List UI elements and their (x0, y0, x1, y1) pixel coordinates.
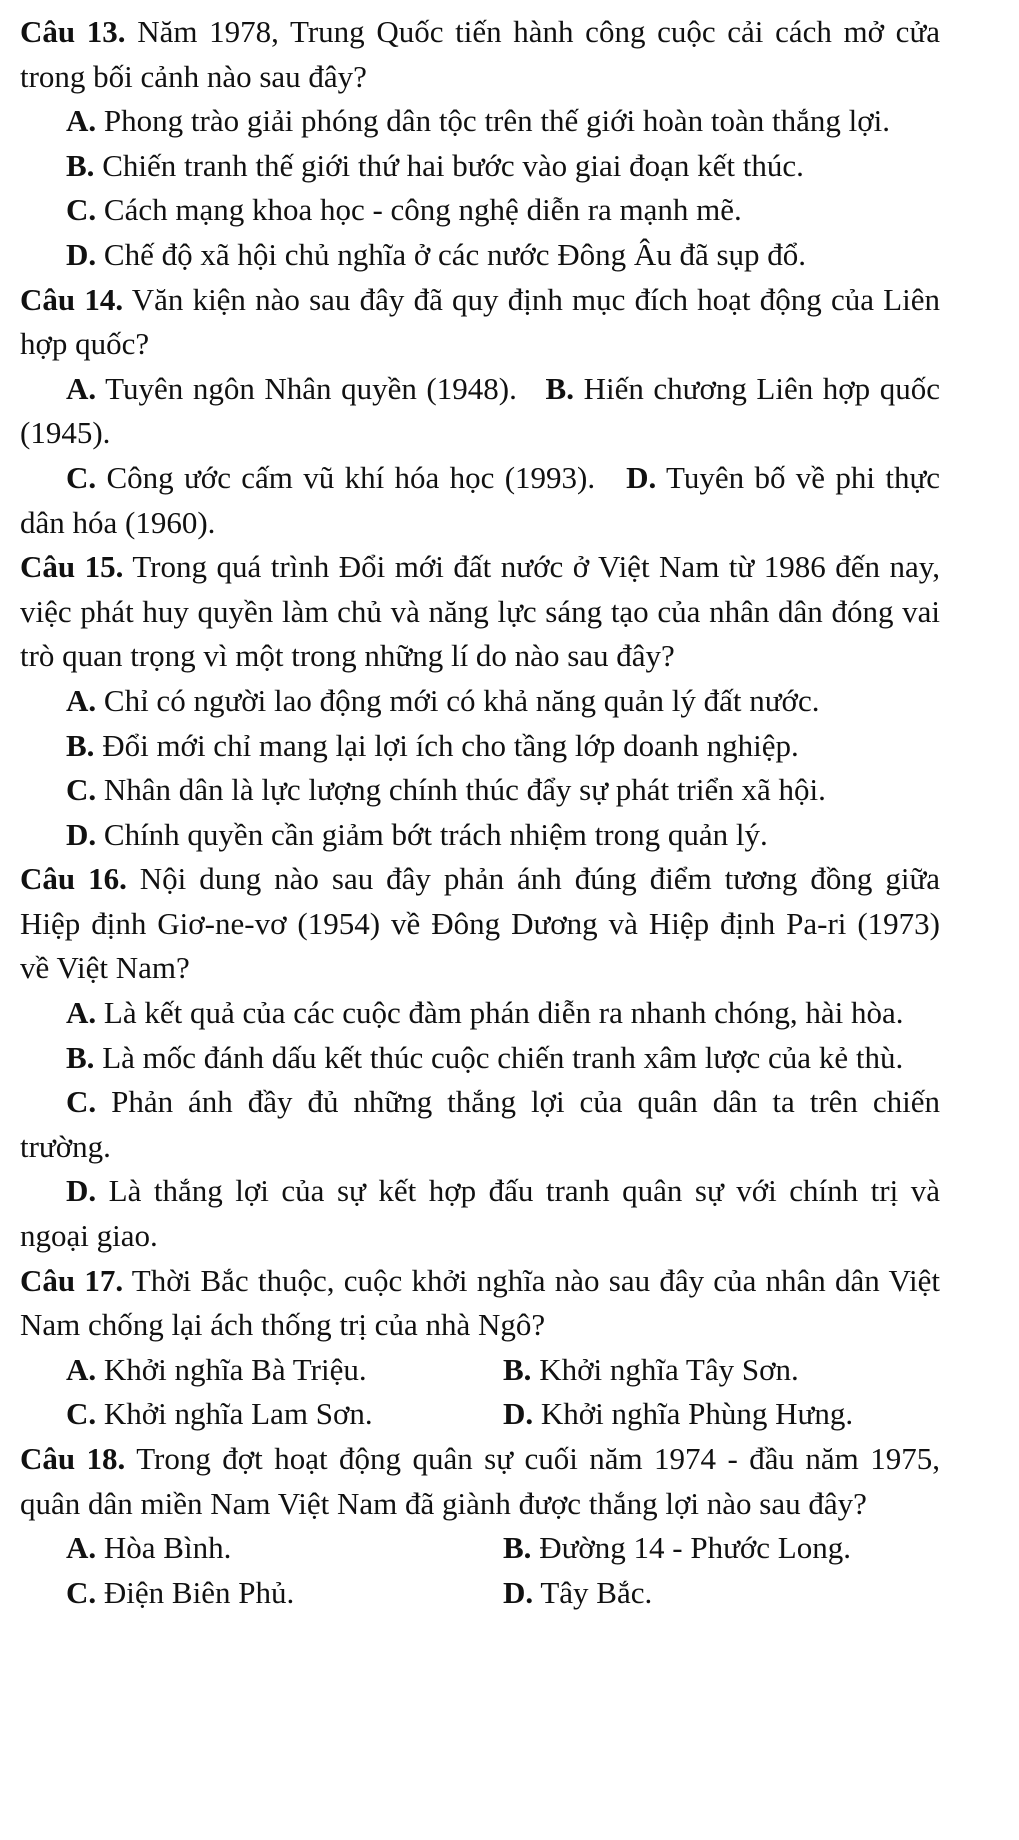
option-text: Tuyên ngôn Nhân quyền (1948). (105, 370, 517, 406)
question-text: Năm 1978, Trung Quốc tiến hành công cuộc cải cách mở cửa trong bối cảnh nào sau đây? (20, 14, 940, 94)
option-key: C. (66, 459, 97, 495)
option-17c (66, 1392, 503, 1437)
option-17a (66, 1348, 503, 1393)
option-key: B. (503, 1530, 532, 1566)
options-14cd (20, 456, 940, 545)
option-key: D. (503, 1574, 534, 1610)
option-text: Hiến chương Liên hợp quốc (1945). (20, 370, 941, 451)
option-text: Chính quyền cần giảm bớt trách nhiệm trong quản lý. (103, 816, 768, 852)
option-key: A. (66, 1530, 97, 1566)
option-18c (66, 1571, 503, 1616)
option-text: Đường 14 - Phước Long. (539, 1530, 851, 1566)
option-16a (20, 991, 940, 1036)
option-15b (20, 724, 940, 769)
option-key: C. (66, 1574, 97, 1610)
option-key: A. (66, 103, 97, 139)
question-14 (20, 278, 940, 367)
options-17ab (20, 1348, 940, 1393)
option-13a (20, 99, 940, 144)
question-text: Trong đợt hoạt động quân sự cuối năm 1974 - đầu năm 1975, quân dân miền Nam Việt Nam đã giành được thắng lợi nào sau đây? (20, 1441, 940, 1521)
option-text: Điện Biên Phủ. (103, 1574, 295, 1610)
question-18 (20, 1437, 940, 1526)
option-text: Là thắng lợi của sự kết hợp đấu tranh quân sự với chính trị và ngoại giao. (20, 1173, 941, 1254)
option-18b (503, 1526, 940, 1571)
option-17d (503, 1392, 940, 1437)
option-text: Là mốc đánh dấu kết thúc cuộc chiến tranh xâm lược của kẻ thù. (102, 1039, 904, 1075)
option-text: Là kết quả của các cuộc đàm phán diễn ra nhanh chóng, hài hòa. (103, 995, 904, 1031)
option-text: Khởi nghĩa Bà Triệu. (103, 1351, 367, 1387)
option-key: D. (66, 236, 97, 272)
option-key: A. (66, 1351, 97, 1387)
question-15 (20, 545, 940, 679)
option-text: Chỉ có người lao động mới có khả năng quản lý đất nước. (103, 682, 820, 718)
option-13d (20, 233, 940, 278)
question-16 (20, 857, 940, 991)
option-text: Khởi nghĩa Phùng Hưng. (540, 1396, 854, 1432)
question-text: Văn kiện nào sau đây đã quy định mục đích hoạt động của Liên hợp quốc? (20, 281, 940, 362)
option-18d (503, 1571, 940, 1616)
option-text: Chiến tranh thế giới thứ hai bước vào giai đoạn kết thúc. (102, 147, 804, 183)
option-key: A. (66, 370, 97, 406)
option-key: C. (66, 772, 97, 808)
option-text: Khởi nghĩa Lam Sơn. (103, 1396, 373, 1432)
option-text: Cách mạng khoa học - công nghệ diễn ra mạnh mẽ. (103, 192, 742, 228)
question-number: Câu 16. (20, 861, 127, 897)
question-number: Câu 14. (20, 281, 124, 317)
option-key: C. (66, 1396, 97, 1432)
option-17b (503, 1348, 940, 1393)
options-14ab (20, 367, 940, 456)
exam-page (20, 10, 940, 1615)
option-key: D. (503, 1396, 534, 1432)
option-text: Chế độ xã hội chủ nghĩa ở các nước Đông Âu đã sụp đổ. (103, 236, 807, 272)
option-text: Nhân dân là lực lượng chính thúc đẩy sự phát triển xã hội. (103, 772, 826, 808)
question-17 (20, 1259, 940, 1348)
option-text: Phong trào giải phóng dân tộc trên thế giới hoàn toàn thắng lợi. (103, 103, 891, 139)
option-16d (20, 1169, 940, 1258)
option-15c (20, 768, 940, 813)
option-15a (20, 679, 940, 724)
option-key: B. (503, 1351, 532, 1387)
option-16b (20, 1036, 940, 1081)
option-15d (20, 813, 940, 858)
option-key: C. (66, 192, 97, 228)
question-number: Câu 18. (20, 1441, 126, 1476)
option-key: A. (66, 995, 97, 1031)
option-key: B. (545, 370, 574, 406)
option-key: C. (66, 1084, 97, 1120)
option-text: Tây Bắc. (540, 1574, 653, 1610)
option-13b (20, 144, 940, 189)
question-text: Trong quá trình Đổi mới đất nước ở Việt Nam từ 1986 đến nay, việc phát huy quyền làm chủ và năng lực sáng tạo của nhân dân đóng vai trò quan trọng vì một trong những lí do nào sau đây? (20, 549, 940, 674)
question-13 (20, 10, 940, 99)
question-number: Câu 15. (20, 549, 124, 585)
options-18cd (20, 1571, 940, 1616)
option-13c (20, 188, 940, 233)
options-17cd (20, 1392, 940, 1437)
option-key: D. (66, 816, 97, 852)
option-text: Hòa Bình. (103, 1530, 232, 1566)
question-text: Nội dung nào sau đây phản ánh đúng điểm tương đồng giữa Hiệp định Giơ-ne-vơ (1954) về Đông Dương và Hiệp định Pa-ri (1973) về Việt Nam? (20, 861, 940, 986)
option-text: Khởi nghĩa Tây Sơn. (539, 1351, 799, 1387)
options-18ab (20, 1526, 940, 1571)
option-text: Tuyên bố về phi thực dân hóa (1960). (20, 459, 941, 540)
question-number: Câu 17. (20, 1262, 124, 1298)
option-text: Đổi mới chỉ mang lại lợi ích cho tầng lớp doanh nghiệp. (102, 727, 799, 763)
option-key: B. (66, 147, 95, 183)
question-text: Thời Bắc thuộc, cuộc khởi nghĩa nào sau đây của nhân dân Việt Nam chống lại ách thống trị của nhà Ngô? (20, 1262, 940, 1343)
option-key: B. (66, 1039, 95, 1075)
option-text: Phản ánh đầy đủ những thắng lợi của quân dân ta trên chiến trường. (20, 1084, 941, 1164)
option-key: D. (626, 459, 657, 495)
option-text: Công ước cấm vũ khí hóa học (1993). (106, 459, 596, 495)
option-key: B. (66, 727, 95, 763)
option-key: A. (66, 682, 97, 718)
option-key: D. (66, 1173, 97, 1209)
option-18a (66, 1526, 503, 1571)
question-number: Câu 13. (20, 14, 126, 49)
option-16c (20, 1080, 940, 1169)
